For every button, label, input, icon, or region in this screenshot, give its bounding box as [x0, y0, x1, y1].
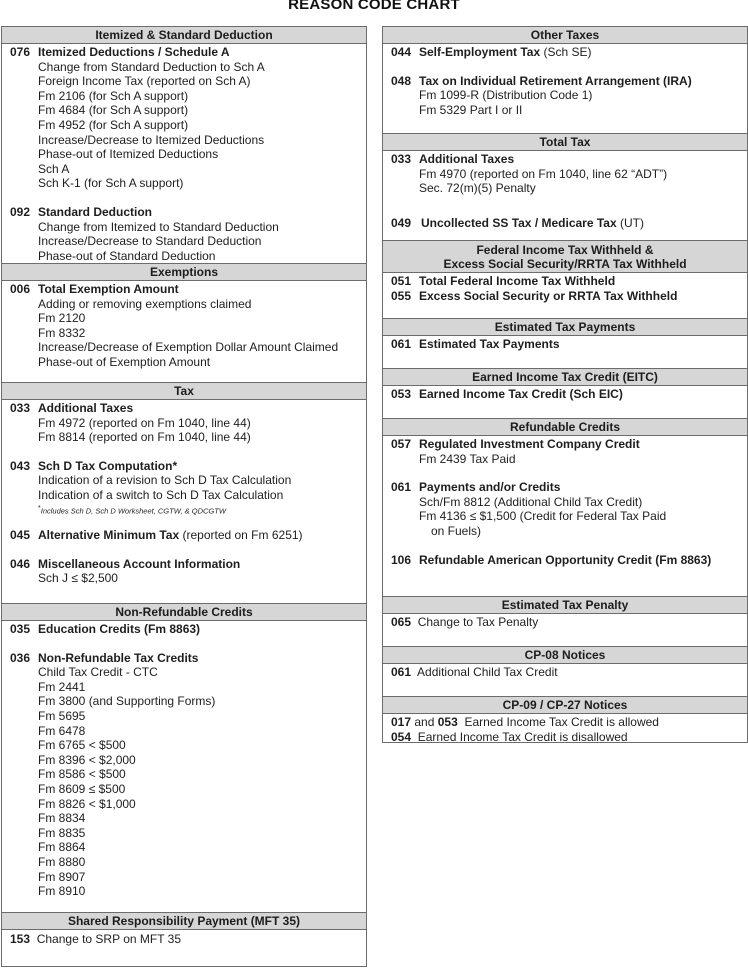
section-header-tax: Tax	[2, 382, 366, 400]
reason-title: Standard Deduction	[38, 204, 153, 219]
reason-title: Excess Social Security or RRTA Tax Withheld	[419, 288, 678, 303]
reason-title: Miscellaneous Account Information	[38, 556, 241, 571]
reason-code: 153	[10, 932, 31, 946]
reason-title: Additional Taxes	[38, 401, 134, 415]
reason-line: Fm 8586 < $500	[38, 767, 126, 782]
reason-entry-061	[383, 665, 747, 680]
reason-title: Non-Refundable Tax Credits	[38, 650, 199, 665]
reason-text: Earned Income Tax Credit is disallowed	[417, 729, 628, 744]
reason-entry-017-053: 017 and 053 Earned Income Tax Credit is allowed	[391, 715, 659, 729]
reason-code: 046	[10, 556, 31, 571]
reason-code: 076	[10, 45, 31, 59]
reason-line: Change from Standard Deduction to Sch A	[38, 59, 265, 74]
section-header-itemized: Itemized & Standard Deduction	[2, 26, 366, 44]
section-est-penalty	[383, 614, 747, 646]
reason-line: Indication of a revision to Sch D Tax Calculation	[38, 473, 292, 488]
reason-title: Total Federal Income Tax Withheld	[419, 274, 616, 288]
reason-entry-065	[383, 615, 747, 630]
reason-code: 053	[437, 715, 458, 729]
reason-entry-076	[2, 45, 366, 191]
reason-entry-044	[383, 45, 747, 60]
reason-line: Sch J ≤ $2,500	[38, 571, 118, 586]
reason-entry-051	[383, 274, 747, 289]
reason-line: Fm 8907	[38, 869, 86, 884]
section-eitc	[383, 386, 747, 418]
reason-code: 033	[10, 401, 31, 415]
reason-code: 065	[391, 615, 412, 629]
reason-line: Sch A	[38, 161, 70, 176]
reason-code: 055	[391, 288, 412, 303]
reason-code: 061	[391, 337, 412, 351]
reason-entry-033	[383, 152, 747, 196]
reason-entry-035	[2, 622, 366, 637]
reason-line: Fm 8826 < $1,000	[38, 796, 136, 811]
reason-line: Fm 5329 Part I or II	[419, 102, 523, 117]
reason-text: Earned Income Tax Credit is allowed	[464, 715, 659, 729]
section-nonrefundable	[2, 621, 366, 912]
section-header-eitc: Earned Income Tax Credit (EITC)	[383, 368, 747, 386]
reason-entry-092	[2, 205, 366, 263]
reason-code: 053	[391, 387, 412, 401]
reason-line: Foreign Income Tax (reported on Sch A)	[38, 74, 251, 89]
reason-title: Earned Income Tax Credit (Sch EIC)	[419, 387, 623, 401]
reason-line: Fm 8609 ≤ $500	[38, 781, 126, 796]
reason-line: Fm 8396 < $2,000	[38, 752, 136, 767]
reason-title: Self-Employment Tax (Sch SE)	[419, 45, 592, 59]
section-cp08	[383, 664, 747, 696]
reason-line: Fm 4970 (reported on Fm 1040, line 62 “ADT”)	[419, 166, 668, 181]
section-header-refundable: Refundable Credits	[383, 418, 747, 436]
reason-code: 049	[391, 215, 412, 230]
reason-line: Increase/Decrease of Exemption Dollar Amount Claimed	[38, 340, 339, 355]
reason-line: Fm 5695	[38, 708, 86, 723]
section-estimated-payments	[383, 336, 747, 368]
section-header-total-tax: Total Tax	[383, 133, 747, 151]
reason-line: Fm 2120	[38, 311, 86, 326]
reason-line: Fm 4972 (reported on Fm 1040, line 44)	[38, 415, 251, 430]
reason-line: Fm 8814 (reported on Fm 1040, line 44)	[38, 430, 251, 445]
reason-title: Payments and/or Credits	[419, 480, 561, 495]
reason-entry-057	[383, 437, 747, 466]
reason-line: Child Tax Credit - CTC	[38, 665, 158, 680]
reason-text: Change to SRP on MFT 35	[36, 932, 182, 946]
reason-line: Fm 4952 (for Sch A support)	[38, 117, 189, 132]
footnote: *Includes Sch D, Sch D Worksheet, CGTW, & QDCGTW	[38, 504, 226, 516]
reason-entry-046	[2, 557, 366, 586]
section-header-estimated-payments: Estimated Tax Payments	[383, 318, 747, 336]
reason-text: Additional Child Tax Credit	[417, 665, 558, 679]
section-header-other-taxes: Other Taxes	[383, 26, 747, 44]
reason-line: Phase-out of Standard Deduction	[38, 248, 216, 263]
reason-line: Phase-out of Exemption Amount	[38, 354, 211, 369]
reason-line: Fm 8880	[38, 854, 86, 869]
reason-entry-043	[2, 459, 366, 516]
section-header-cp08: CP-08 Notices	[383, 646, 747, 664]
reason-title: Itemized Deductions / Schedule A	[38, 45, 230, 59]
reason-code: 033	[391, 152, 412, 166]
section-tax	[2, 400, 366, 603]
reason-code: 057	[391, 437, 412, 451]
reason-line: Sec. 72(m)(5) Penalty	[419, 181, 536, 196]
reason-title: Regulated Investment Company Credit	[419, 437, 640, 451]
reason-line: Fm 3800 (and Supporting Forms)	[38, 694, 216, 709]
section-itemized	[2, 44, 366, 263]
reason-entry-055	[383, 289, 747, 304]
section-withheld	[383, 273, 747, 318]
reason-title: Additional Taxes	[419, 152, 515, 166]
section-exemptions	[2, 281, 366, 382]
reason-code: 048	[391, 73, 412, 88]
section-header-est-penalty: Estimated Tax Penalty	[383, 596, 747, 614]
section-cp09	[383, 714, 747, 744]
page-title: REASON CODE CHART	[288, 0, 460, 13]
section-header-nonrefundable: Non-Refundable Credits	[2, 603, 366, 621]
reason-entry-053	[383, 387, 747, 402]
reason-line: Fm 8864	[38, 840, 86, 855]
reason-line: Increase/Decrease to Standard Deduction	[38, 234, 262, 249]
reason-line: Phase-out of Itemized Deductions	[38, 147, 219, 162]
reason-line: Change from Itemized to Standard Deduction	[38, 219, 279, 234]
section-srp	[2, 930, 366, 947]
reason-title: Estimated Tax Payments	[419, 337, 560, 351]
reason-line: Fm 4684 (for Sch A support)	[38, 103, 189, 118]
reason-entry-153	[2, 932, 366, 947]
reason-entry-054	[383, 730, 747, 745]
reason-code: 036	[10, 650, 31, 665]
reason-text: Change to Tax Penalty	[417, 615, 539, 629]
reason-entry-045	[2, 528, 366, 543]
section-total-tax	[383, 151, 747, 240]
reason-entry-036	[2, 651, 366, 899]
reason-code: 092	[10, 204, 31, 219]
reason-code: 017	[391, 715, 412, 729]
reason-entry-049	[383, 216, 747, 231]
reason-entry-061	[383, 337, 747, 352]
reason-line: Sch K-1 (for Sch A support)	[38, 176, 184, 191]
reason-code: 035	[10, 622, 31, 636]
reason-line: Fm 1099-R (Distribution Code 1)	[419, 88, 593, 103]
right-column	[382, 26, 748, 743]
reason-title: Total Exemption Amount	[38, 282, 179, 296]
reason-title: Tax on Individual Retirement Arrangement (IRA)	[419, 73, 692, 88]
reason-title: Uncollected SS Tax / Medicare Tax (UT)	[421, 215, 644, 230]
reason-code: 044	[391, 45, 412, 59]
reason-line: Fm 8835	[38, 825, 86, 840]
reason-entry-061	[383, 480, 747, 538]
reason-line: Fm 8332	[38, 325, 86, 340]
reason-title: Education Credits (Fm 8863)	[38, 622, 201, 636]
section-header-cp09: CP-09 / CP-27 Notices	[383, 696, 747, 714]
reason-entry-006	[2, 282, 366, 370]
reason-line: Fm 2439 Tax Paid	[419, 451, 516, 466]
reason-line: Fm 8834	[38, 811, 86, 826]
reason-line: Increase/Decrease to Itemized Deductions	[38, 132, 265, 147]
reason-code: 006	[10, 282, 31, 296]
reason-code: 045	[10, 528, 31, 543]
reason-line: Fm 2441	[38, 679, 86, 694]
reason-line: Sch/Fm 8812 (Additional Child Tax Credit)	[419, 494, 643, 509]
reason-title: Refundable American Opportunity Credit (Fm 8863)	[419, 552, 712, 567]
section-other-taxes	[383, 44, 747, 133]
section-header-withheld: Federal Income Tax Withheld & Excess Social Security/RRTA Tax Withheld	[383, 240, 747, 273]
reason-line: Adding or removing exemptions claimed	[38, 296, 252, 311]
reason-code: 061	[391, 480, 412, 495]
reason-line: Fm 4136 ≤ $1,500 (Credit for Federal Tax Paid	[419, 509, 667, 524]
reason-line: Fm 8910	[38, 884, 86, 899]
reason-code: 106	[391, 552, 412, 567]
reason-code: 043	[10, 458, 31, 473]
reason-line: Fm 6765 < $500	[38, 738, 126, 753]
reason-title: Sch D Tax Computation*	[38, 458, 178, 473]
reason-title: Alternative Minimum Tax (reported on Fm 6251)	[38, 528, 303, 543]
left-column	[1, 26, 367, 967]
reason-line-continuation: on Fuels)	[431, 523, 482, 538]
section-header-srp: Shared Responsibility Payment (MFT 35)	[2, 912, 366, 930]
reason-code: 061	[391, 665, 412, 679]
reason-code: 051	[391, 274, 412, 288]
section-header-exemptions: Exemptions	[2, 263, 366, 281]
reason-entry-033	[2, 401, 366, 445]
reason-entry-106	[383, 553, 747, 568]
reason-line: Fm 6478	[38, 723, 86, 738]
reason-line: Indication of a switch to Sch D Tax Calculation	[38, 487, 284, 502]
reason-entry-048	[383, 74, 747, 118]
reason-line: Fm 2106 (for Sch A support)	[38, 88, 189, 103]
section-refundable	[383, 436, 747, 596]
reason-code: 054	[391, 729, 412, 744]
